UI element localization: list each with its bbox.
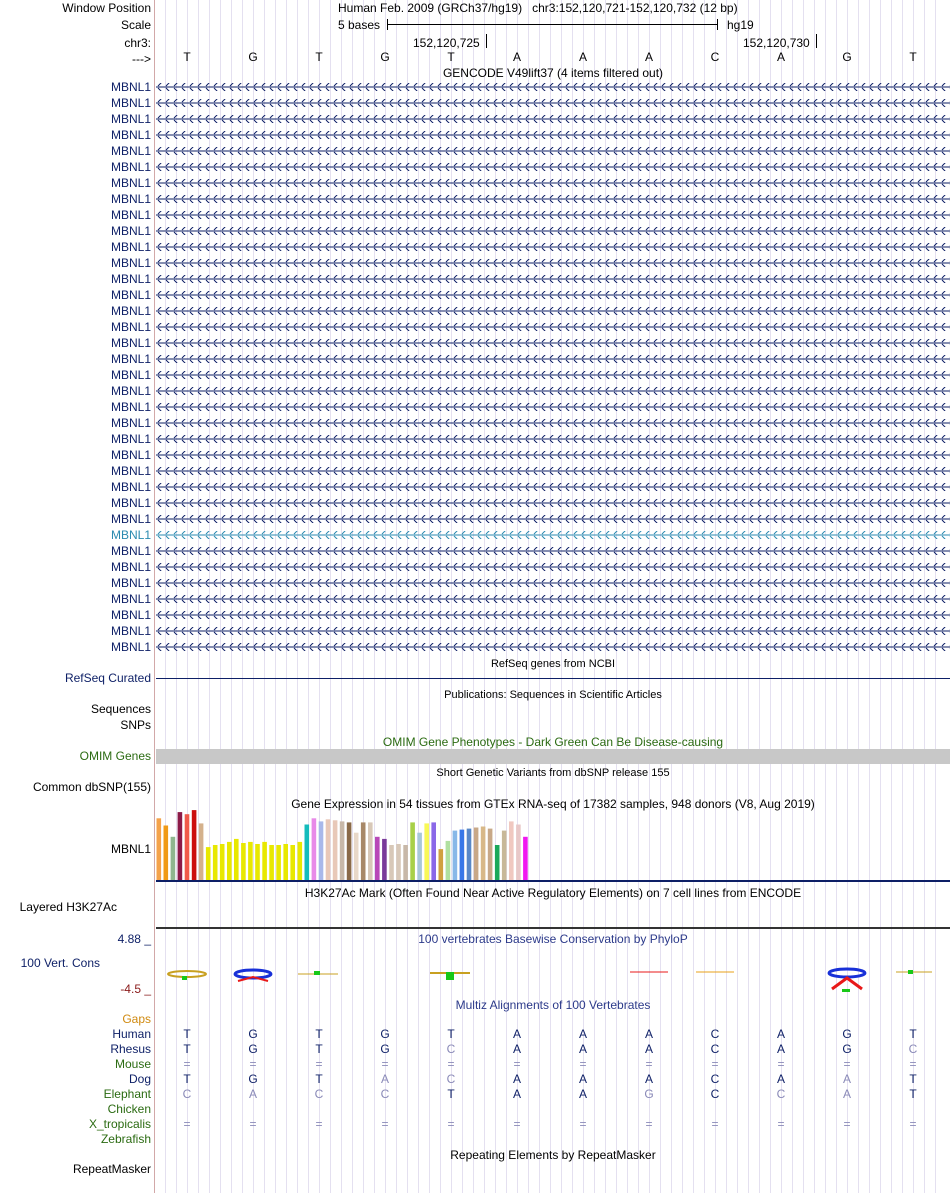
gtex-bar[interactable] (157, 818, 162, 880)
phylop-logo-1 (168, 971, 206, 980)
gencode-transcript-label[interactable]: MBNL1 (110, 240, 151, 254)
gtex-bar[interactable] (495, 845, 500, 880)
gtex-bar[interactable] (283, 844, 288, 880)
repeatmasker-label[interactable]: RepeatMasker (72, 1162, 151, 1176)
aligned-base: = (183, 1057, 191, 1071)
label-separator (154, 0, 155, 1193)
strand-label: ---> (132, 52, 151, 66)
aligned-base: A (776, 1072, 785, 1086)
gtex-bar[interactable] (460, 830, 465, 880)
coord-label-1: 152,120,725 (413, 36, 480, 50)
gencode-transcript-label[interactable]: MBNL1 (110, 416, 151, 430)
refseq-label[interactable]: RefSeq Curated (64, 671, 151, 685)
gencode-transcript-label[interactable]: MBNL1 (110, 208, 151, 222)
aligned-base: C (908, 1042, 918, 1056)
gencode-transcript-label[interactable]: MBNL1 (110, 592, 151, 606)
gencode-transcript-label[interactable]: MBNL1 (110, 224, 151, 238)
aligned-base: C (776, 1087, 786, 1101)
snps-label[interactable]: SNPs (120, 718, 151, 732)
aligned-base: A (644, 1042, 653, 1056)
gtex-bar[interactable] (248, 842, 253, 880)
species-label[interactable]: Rhesus (110, 1042, 151, 1056)
species-alignment-row (156, 1132, 950, 1148)
aligned-base: G (842, 1027, 852, 1041)
gencode-transcript-label[interactable]: MBNL1 (110, 496, 151, 510)
h3k27ac-baseline (156, 927, 950, 929)
omim-feature-bar[interactable] (156, 749, 950, 764)
aligned-base: C (182, 1087, 192, 1101)
gencode-transcript-label[interactable]: MBNL1 (110, 640, 151, 654)
gencode-transcript-label[interactable]: MBNL1 (110, 192, 151, 206)
gencode-transcript-label[interactable]: MBNL1 (110, 528, 151, 542)
gencode-transcript-label[interactable]: MBNL1 (110, 304, 151, 318)
aligned-base: A (578, 1042, 587, 1056)
base-letter: T (183, 50, 191, 64)
gtex-bar[interactable] (192, 810, 197, 880)
aligned-base: G (380, 1027, 390, 1041)
gtex-bar[interactable] (446, 841, 451, 880)
aligned-base: = (777, 1117, 785, 1131)
gtex-bar[interactable] (276, 845, 281, 880)
gtex-bar[interactable] (382, 839, 387, 880)
gtex-bar[interactable] (354, 833, 359, 880)
gencode-transcript-label[interactable]: MBNL1 (110, 256, 151, 270)
gaps-label: Gaps (122, 1012, 151, 1026)
gencode-transcript-label[interactable]: MBNL1 (110, 464, 151, 478)
phylop-label[interactable]: 100 Vert. Cons (20, 956, 100, 970)
base-letter: A (776, 50, 785, 64)
aligned-base: = (909, 1117, 917, 1131)
aligned-base: = (711, 1057, 719, 1071)
aligned-base: T (909, 1072, 917, 1086)
gtex-bar[interactable] (516, 825, 521, 881)
aligned-base: A (776, 1042, 785, 1056)
aligned-base: = (843, 1117, 851, 1131)
gencode-transcript-label[interactable]: MBNL1 (110, 176, 151, 190)
gtex-bar[interactable] (375, 837, 380, 880)
aligned-base: = (315, 1117, 323, 1131)
gtex-bar[interactable] (396, 844, 401, 880)
species-label[interactable]: Chicken (107, 1102, 151, 1116)
gencode-transcript-label[interactable]: MBNL1 (110, 448, 151, 462)
species-alignment-row (156, 1102, 950, 1118)
aligned-base: = (645, 1117, 653, 1131)
refseq-transcript-line[interactable] (156, 678, 950, 679)
gtex-bar[interactable] (185, 814, 190, 880)
scale-label: Scale (120, 18, 151, 32)
phylop-logo-2 (235, 970, 271, 981)
gencode-transcript-label[interactable]: MBNL1 (110, 400, 151, 414)
gtex-bar[interactable] (333, 820, 338, 880)
species-alignment-row (156, 1042, 950, 1058)
h3k27ac-label[interactable]: Layered H3K27Ac (19, 900, 117, 914)
aligned-base: = (447, 1117, 455, 1131)
gtex-bar[interactable] (410, 822, 415, 880)
aligned-base: A (578, 1027, 587, 1041)
aligned-base: T (909, 1027, 917, 1041)
aligned-base: G (644, 1087, 654, 1101)
base-letter: A (644, 50, 653, 64)
aligned-base: T (183, 1072, 191, 1086)
gtex-bar[interactable] (290, 845, 295, 880)
species-alignment-row (156, 1057, 950, 1073)
coord-tick-2 (816, 34, 817, 48)
omim-title: OMIM Gene Phenotypes - Dark Green Can Be Disease-causing (382, 735, 724, 749)
base-letter: T (447, 50, 455, 64)
aligned-base: A (644, 1072, 653, 1086)
species-label[interactable]: X_tropicalis (88, 1117, 151, 1131)
gtex-bar-chart[interactable] (156, 808, 950, 884)
aligned-base: C (710, 1042, 720, 1056)
gencode-transcript-label[interactable]: MBNL1 (110, 512, 151, 526)
base-sequence (156, 50, 950, 66)
phylop-logo-12 (896, 970, 932, 974)
species-label[interactable]: Human (112, 1027, 151, 1041)
aligned-base: G (248, 1042, 258, 1056)
gtex-bar[interactable] (488, 829, 493, 880)
species-label[interactable]: Dog (128, 1072, 151, 1086)
aligned-base: A (512, 1072, 521, 1086)
aligned-base: G (842, 1042, 852, 1056)
gtex-bar[interactable] (417, 833, 422, 880)
sequences-label[interactable]: Sequences (90, 702, 151, 716)
gtex-bar[interactable] (178, 812, 183, 880)
gtex-bar[interactable] (361, 822, 366, 880)
gencode-transcript-label[interactable]: MBNL1 (110, 608, 151, 622)
gencode-transcript-label[interactable]: MBNL1 (110, 368, 151, 382)
gtex-bar[interactable] (502, 831, 507, 880)
coord-label-2: 152,120,730 (743, 36, 810, 50)
gtex-bar[interactable] (467, 829, 472, 880)
species-alignment-row (156, 1117, 950, 1133)
gencode-transcript-label[interactable]: MBNL1 (110, 112, 151, 126)
aligned-base: C (710, 1072, 720, 1086)
assembly-label: hg19 (727, 18, 754, 32)
base-letter: A (512, 50, 521, 64)
species-alignment-row (156, 1027, 950, 1043)
gtex-bar[interactable] (227, 842, 232, 880)
aligned-base: = (579, 1117, 587, 1131)
gtex-bar[interactable] (171, 837, 176, 880)
gtex-bar[interactable] (269, 845, 274, 880)
aligned-base: C (710, 1087, 720, 1101)
repeatmasker-title: Repeating Elements by RepeatMasker (450, 1148, 656, 1162)
phylop-title: 100 vertebrates Basewise Conservation by PhyloP (418, 932, 688, 946)
aligned-base: = (645, 1057, 653, 1071)
aligned-base: T (315, 1072, 323, 1086)
phylop-logo-5 (430, 972, 470, 980)
phylop-logo-3 (298, 971, 338, 975)
aligned-base: T (183, 1042, 191, 1056)
gtex-bar[interactable] (234, 839, 239, 880)
aligned-base: C (446, 1042, 456, 1056)
gtex-bar[interactable] (368, 822, 373, 880)
gtex-gene-label[interactable]: MBNL1 (110, 842, 151, 856)
aligned-base: A (248, 1087, 257, 1101)
gtex-bar[interactable] (340, 821, 345, 880)
gtex-bar[interactable] (481, 827, 486, 881)
base-letter: A (578, 50, 587, 64)
gtex-bar[interactable] (431, 822, 436, 880)
scale-text: 5 bases (338, 18, 381, 32)
phylop-logo-track[interactable] (156, 965, 950, 995)
aligned-base: = (447, 1057, 455, 1071)
aligned-base: C (314, 1087, 324, 1101)
gtex-bar[interactable] (326, 819, 331, 880)
gtex-bar[interactable] (347, 822, 352, 880)
gtex-bar[interactable] (319, 821, 324, 880)
aligned-base: = (843, 1057, 851, 1071)
coord-tick-1 (486, 34, 487, 48)
aligned-base: A (578, 1087, 587, 1101)
aligned-base: T (909, 1087, 917, 1101)
gencode-transcript-label[interactable]: MBNL1 (110, 480, 151, 494)
aligned-base: = (249, 1117, 257, 1131)
aligned-base: = (381, 1057, 389, 1071)
publications-title: Publications: Sequences in Scientific Articles (444, 689, 662, 701)
aligned-base: = (513, 1117, 521, 1131)
gtex-bar[interactable] (424, 823, 429, 880)
gtex-title: Gene Expression in 54 tissues from GTEx RNA-seq of 17382 samples, 948 donors (V8, Aug 2019) (291, 797, 815, 811)
species-label[interactable]: Zebrafish (100, 1132, 151, 1146)
aligned-base: T (447, 1027, 455, 1041)
aligned-base: C (710, 1027, 720, 1041)
gtex-bar[interactable] (206, 847, 211, 880)
species-alignment-row (156, 1087, 950, 1103)
refseq-title: RefSeq genes from NCBI (490, 658, 616, 670)
species-label[interactable]: Mouse (114, 1057, 151, 1071)
omim-label[interactable]: OMIM Genes (79, 749, 151, 763)
gencode-transcript-label[interactable]: MBNL1 (110, 560, 151, 574)
track-labels (0, 0, 153, 1193)
gencode-transcripts[interactable] (156, 79, 950, 655)
gencode-transcript-label[interactable]: MBNL1 (110, 624, 151, 638)
aligned-base: A (842, 1072, 851, 1086)
gtex-bar[interactable] (164, 826, 169, 881)
aligned-base: A (512, 1027, 521, 1041)
gtex-bar[interactable] (298, 842, 303, 880)
gtex-baseline (156, 880, 950, 882)
gtex-bar[interactable] (305, 825, 310, 881)
multiz-title: Multiz Alignments of 100 Vertebrates (455, 998, 651, 1012)
phylop-ymax: 4.88 _ (117, 932, 151, 946)
chrom-label: chr3: (124, 36, 151, 50)
gencode-transcript-label[interactable]: MBNL1 (110, 80, 151, 94)
gtex-bar[interactable] (474, 828, 479, 881)
aligned-base: = (513, 1057, 521, 1071)
gencode-transcript-label[interactable]: MBNL1 (110, 272, 151, 286)
gencode-transcript-label[interactable]: MBNL1 (110, 128, 151, 142)
aligned-base: T (315, 1042, 323, 1056)
aligned-base: = (777, 1057, 785, 1071)
gencode-transcript-label[interactable]: MBNL1 (110, 96, 151, 110)
aligned-base: A (644, 1027, 653, 1041)
aligned-base: = (711, 1117, 719, 1131)
aligned-base: = (381, 1117, 389, 1131)
aligned-base: A (776, 1027, 785, 1041)
base-letter: T (315, 50, 323, 64)
species-alignment-row (156, 1072, 950, 1088)
dbsnp-label[interactable]: Common dbSNP(155) (32, 780, 151, 794)
scale-bar (387, 24, 717, 25)
gtex-bar[interactable] (403, 845, 408, 880)
aligned-base: A (380, 1072, 389, 1086)
window-position-label: Window Position (62, 1, 151, 15)
species-label[interactable]: Elephant (103, 1087, 151, 1101)
position-text: Human Feb. 2009 (GRCh37/hg19) chr3:152,120,721-152,120,732 (12 bp) (338, 1, 738, 15)
gencode-title: GENCODE V49lift37 (4 items filtered out) (442, 66, 664, 80)
aligned-base: = (315, 1057, 323, 1071)
gtex-bar[interactable] (262, 842, 267, 880)
gtex-bar[interactable] (241, 843, 246, 880)
aligned-base: G (380, 1042, 390, 1056)
aligned-base: G (248, 1072, 258, 1086)
aligned-base: = (579, 1057, 587, 1071)
scale-bar-left-tick (387, 19, 388, 30)
gtex-bar[interactable] (312, 818, 317, 880)
gtex-bar[interactable] (199, 823, 204, 880)
aligned-base: C (446, 1072, 456, 1086)
gtex-bar[interactable] (220, 844, 225, 880)
aligned-base: = (249, 1057, 257, 1071)
phylop-ymin: -4.5 _ (120, 982, 151, 996)
aligned-base: A (842, 1087, 851, 1101)
aligned-base: A (512, 1042, 521, 1056)
dbsnp-title: Short Genetic Variants from dbSNP release 155 (436, 767, 670, 779)
aligned-base: C (380, 1087, 390, 1101)
gtex-bar[interactable] (509, 821, 514, 880)
gencode-transcript-label[interactable]: MBNL1 (110, 336, 151, 350)
base-letter: G (248, 50, 258, 64)
scale-bar-right-tick (717, 19, 718, 30)
gencode-transcript-label[interactable]: MBNL1 (110, 544, 151, 558)
h3k27ac-title: H3K27Ac Mark (Often Found Near Active Regulatory Elements) on 7 cell lines from ENCODE (304, 886, 802, 900)
gtex-bar[interactable] (213, 845, 218, 880)
gencode-transcript-label[interactable]: MBNL1 (110, 384, 151, 398)
gencode-transcript-label[interactable]: MBNL1 (110, 320, 151, 334)
aligned-base: T (447, 1087, 455, 1101)
gencode-transcript-label[interactable]: MBNL1 (110, 288, 151, 302)
gtex-bar[interactable] (389, 845, 394, 880)
aligned-base: A (512, 1087, 521, 1101)
aligned-base: T (183, 1027, 191, 1041)
base-letter: T (909, 50, 917, 64)
base-letter: G (380, 50, 390, 64)
aligned-base: A (578, 1072, 587, 1086)
gencode-transcript-label[interactable]: MBNL1 (110, 576, 151, 590)
gencode-transcript-label[interactable]: MBNL1 (110, 352, 151, 366)
track-area[interactable] (156, 0, 950, 1193)
aligned-base: = (909, 1057, 917, 1071)
phylop-logo-11 (829, 969, 865, 992)
aligned-base: T (315, 1027, 323, 1041)
gencode-transcript-label[interactable]: MBNL1 (110, 432, 151, 446)
gtex-bar[interactable] (523, 837, 528, 880)
aligned-base: G (248, 1027, 258, 1041)
base-letter: G (842, 50, 852, 64)
gencode-transcript-label[interactable]: MBNL1 (110, 160, 151, 174)
aligned-base: = (183, 1117, 191, 1131)
gencode-transcript-label[interactable]: MBNL1 (110, 144, 151, 158)
gtex-bar[interactable] (255, 844, 260, 880)
gtex-bar[interactable] (453, 831, 458, 880)
base-letter: C (710, 50, 720, 64)
gtex-bar[interactable] (439, 849, 444, 880)
